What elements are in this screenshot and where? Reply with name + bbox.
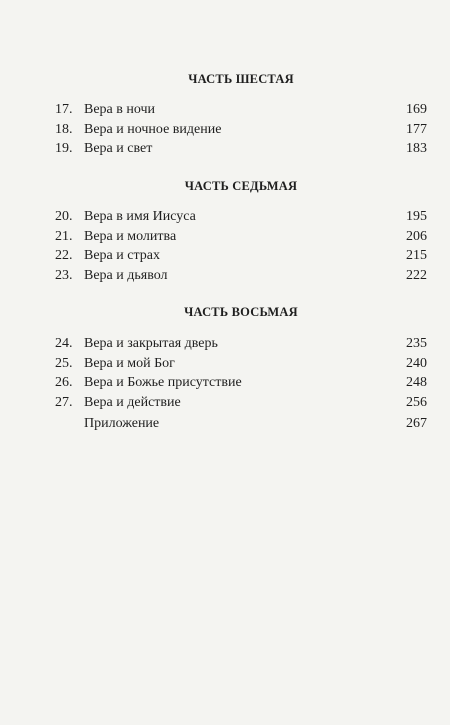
entry-number: 23.	[55, 267, 73, 283]
entry-title: Вера и свет	[84, 141, 153, 156]
entry-title: Вера и ночное видение	[84, 121, 222, 137]
toc-entry	[55, 266, 427, 286]
toc-entry	[55, 334, 427, 354]
entry-number: 25.	[55, 355, 73, 371]
toc-entry	[55, 207, 427, 227]
entry-number: 19.	[55, 141, 73, 156]
toc-entry	[55, 100, 427, 120]
part-seven-toc	[55, 207, 427, 285]
entry-title: Вера и Божье присутствие	[84, 375, 242, 390]
entry-page: 177	[406, 121, 427, 137]
entry-page: 248	[406, 375, 427, 390]
entry-page: 169	[406, 102, 427, 117]
entry-title: Вера и дьявол	[84, 267, 168, 283]
part-eight-toc	[55, 334, 427, 412]
part-seven-heading: ЧАСТЬ СЕДЬМАЯ	[184, 179, 298, 193]
entry-title: Вера в ночи	[84, 102, 156, 117]
entry-title: Вера и мой Бог	[84, 355, 175, 371]
appendix-toc	[55, 414, 427, 434]
toc-entry	[55, 227, 427, 247]
entry-page: 183	[406, 141, 427, 156]
part-six-heading: ЧАСТЬ ШЕСТАЯ	[188, 72, 294, 86]
entry-page: 240	[406, 355, 427, 371]
appendix-page: 267	[406, 416, 427, 431]
toc-entry-appendix	[55, 414, 427, 434]
entry-title: Вера и закрытая дверь	[84, 336, 218, 351]
entry-page: 195	[406, 209, 427, 224]
entry-number: 22.	[55, 248, 73, 263]
entry-number: 26.	[55, 375, 73, 390]
entry-page: 222	[406, 267, 427, 283]
toc-entry	[55, 120, 427, 140]
toc-entry	[55, 373, 427, 393]
entry-page: 256	[406, 394, 427, 410]
entry-title: Вера и страх	[84, 248, 160, 263]
entry-number: 18.	[55, 121, 73, 137]
toc-entry	[55, 354, 427, 374]
entry-page: 206	[406, 228, 427, 244]
entry-page: 235	[406, 336, 427, 351]
entry-title: Вера в имя Иисуса	[84, 209, 196, 224]
part-eight-heading: ЧАСТЬ ВОСЬМАЯ	[184, 305, 298, 319]
entry-number: 24.	[55, 336, 73, 351]
part-six-toc	[55, 100, 427, 159]
toc-entry	[55, 246, 427, 266]
entry-number: 17.	[55, 102, 73, 117]
entry-number: 21.	[55, 228, 73, 244]
entry-page: 215	[406, 248, 427, 263]
entry-title: Вера и молитва	[84, 228, 177, 244]
entry-title: Вера и действие	[84, 394, 181, 410]
entry-number: 20.	[55, 209, 73, 224]
entry-number: 27.	[55, 394, 73, 410]
appendix-title: Приложение	[84, 416, 160, 431]
toc-entry	[55, 139, 427, 159]
toc-entry	[55, 393, 427, 413]
